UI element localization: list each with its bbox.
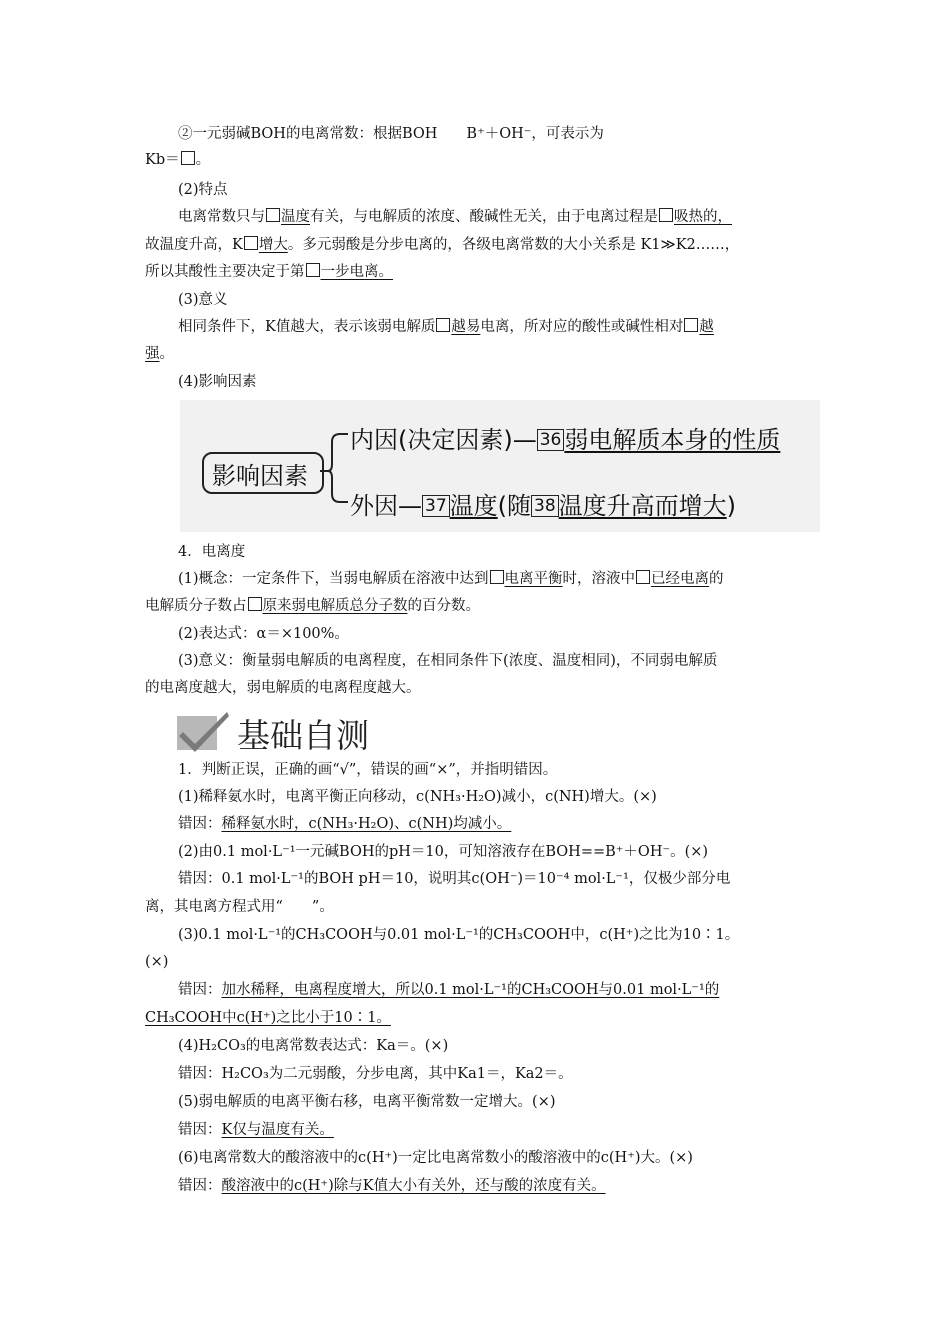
item-2: (2)由0.1 mol·L⁻¹一元碱BOH的pH＝10，可知溶液存在BOH==B⁺＋OH⁻。(×) xyxy=(178,844,709,860)
meaning-line-2: 强。 xyxy=(145,346,174,362)
concept-line-2: 电解质分子数占 原来弱电解质总分子数的百分数。 xyxy=(145,598,480,614)
diagram-num-36: 36 xyxy=(537,429,565,451)
item-1: (1)稀释氨水时，电离平衡正向移动，c(NH₃·H₂O)减小，c(NH)增大。(×) xyxy=(178,789,657,805)
answer-first-step: 一步电离。 xyxy=(320,264,393,280)
answer-equilibrium: 电离平衡 xyxy=(504,571,563,587)
answer-temperature: 温度 xyxy=(281,209,310,225)
self-test-banner xyxy=(175,708,395,754)
diagram-root-label: 影响因素 xyxy=(212,462,308,490)
significance-line-2: 的电离度越大，弱电解质的电离程度越大。 xyxy=(145,680,421,696)
blank-box xyxy=(181,151,195,165)
features-line-3: 所以其酸性主要决定于第 一步电离。 xyxy=(145,264,393,280)
heading-factors: (4)影响因素 xyxy=(178,374,257,390)
item-3-reason-2: CH₃COOH中c(H⁺)之比小于10∶1。 xyxy=(145,1010,391,1026)
heading-features: (2)特点 xyxy=(178,182,228,198)
checkmark-icon xyxy=(175,710,233,754)
item-5: (5)弱电解质的电离平衡右移，电离平衡常数一定增大。(×) xyxy=(178,1094,556,1110)
expression-line: (2)表达式：α＝×100%。 xyxy=(178,626,349,642)
item-3-reason-1: 错因：加水稀释，电离程度增大，所以0.1 mol·L⁻¹的CH₃COOH与0.01 mol·L⁻¹的 xyxy=(178,982,720,998)
diagram-branch-external: 外因— 37 温度(随 38 温度升高而增大) xyxy=(350,492,737,520)
diagram-num-38: 38 xyxy=(531,495,559,517)
item-3: (3)0.1 mol·L⁻¹的CH₃COOH与0.01 mol·L⁻¹的CH₃COOH中，c(H⁺)之比为10∶1。 xyxy=(178,927,740,943)
answer-total-molecules: 原来弱电解质总分子数 xyxy=(262,598,408,614)
diagram-num-37: 37 xyxy=(422,495,450,517)
meaning-line-1: 相同条件下，K值越大，表示该弱电解质 越易电离，所对应的酸性或碱性相对 越 xyxy=(178,319,714,335)
answer-increase: 增大 xyxy=(258,237,288,253)
item-4: (4)H₂CO₃的电离常数表达式：Ka＝。(×) xyxy=(178,1038,449,1054)
item-3-mark: (×) xyxy=(145,954,169,970)
banner-title: 基础自测 xyxy=(237,716,369,755)
item-6: (6)电离常数大的酸溶液中的c(H⁺)一定比电离常数小的酸溶液中的c(H⁺)大。(×) xyxy=(178,1150,693,1166)
factors-diagram xyxy=(180,400,820,532)
kb-line-2: Kb＝ 。 xyxy=(145,152,211,168)
heading-meaning: (3)意义 xyxy=(178,292,228,308)
significance-line-1: (3)意义：衡量弱电解质的电离程度，在相同条件下(浓度、温度相同)，不同弱电解质 xyxy=(178,653,718,669)
item-2-reason-1: 错因：0.1 mol·L⁻¹的BOH pH＝10，说明其c(OH⁻)＝10⁻⁴ mol·L⁻¹，仅极少部分电 xyxy=(178,871,731,887)
item-1-reason: 错因：稀释氨水时，c(NH₃·H₂O)、c(NH)均减小。 xyxy=(178,816,512,832)
item-5-reason: 错因：K仅与温度有关。 xyxy=(178,1122,334,1138)
concept-line-1: (1)概念：一定条件下，当弱电解质在溶液中达到 电离平衡时，溶液中 已经电离的 xyxy=(178,571,724,587)
item-2-reason-2: 离，其电离方程式用“ ”。 xyxy=(145,899,334,915)
section-ionization-degree: 4．电离度 xyxy=(178,544,246,560)
question-1-stem: 1．判断正误，正确的画“√”，错误的画“×”，并指明错因。 xyxy=(178,762,558,778)
answer-easier: 越易 xyxy=(451,319,481,335)
diagram-branch-internal: 内因(决定因素)— 36 弱电解质本身的性质 xyxy=(350,426,781,454)
kb-expression: Kb＝ xyxy=(145,152,180,168)
answer-endothermic: 吸热的， xyxy=(674,209,732,225)
item-6-reason: 错因：酸溶液中的c(H⁺)除与K值大小有关外，还与酸的浓度有关。 xyxy=(178,1178,606,1194)
answer-stronger: 强 xyxy=(145,346,160,362)
kb-line-1: ②一元弱碱BOH的电离常数：根据BOH B⁺＋OH⁻，可表示为 xyxy=(178,126,604,142)
features-line-1: 电离常数只与 温度有关，与电解质的浓度、酸碱性无关，由于电离过程是 吸热的， xyxy=(178,209,732,225)
features-line-2: 故温度升高，K 增大。多元弱酸是分步电离的，各级电离常数的大小关系是 K1≫K2……， xyxy=(145,237,740,253)
item-4-reason: 错因：H₂CO₃为二元弱酸，分步电离，其中Ka1＝，Ka2＝。 xyxy=(178,1066,573,1082)
answer-ionized: 已经电离 xyxy=(651,571,710,587)
